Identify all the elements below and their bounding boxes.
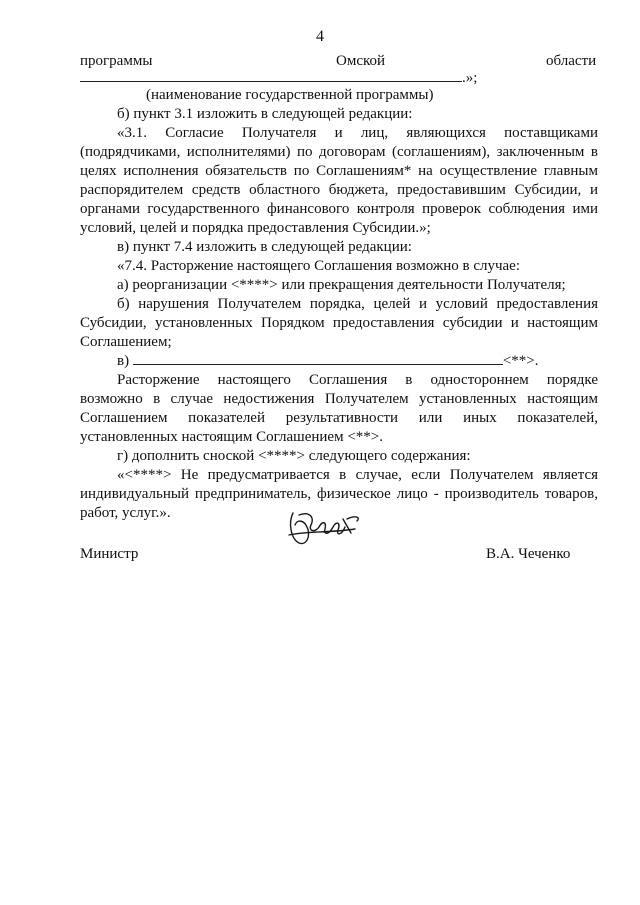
clause-7-4-line-1: «7.4. Расторжение настоящего Соглашения возможно в случае: <box>117 258 521 274</box>
clause-3-1-line-1: «3.1. Согласие Получателя и лиц, являющихся поставщиками <box>117 125 598 141</box>
program-caption: (наименование государственной программы) <box>146 87 434 103</box>
clause-7-4-item-b-line-1: б) нарушения Получателем порядка, целей и условий предоставления <box>117 296 598 312</box>
item-v-end: <**>. <box>502 353 539 369</box>
clause-7-4-item-v <box>117 352 539 370</box>
program-line-end: .»; <box>462 70 478 86</box>
termination-line-1: Расторжение настоящего Соглашения в одностороннем порядке <box>117 372 598 388</box>
signatory-name: В.А. Чеченко <box>486 546 571 562</box>
termination-line-3: Соглашением показателей результативности или иных показателей, <box>80 410 598 426</box>
footnote-line-2: индивидуальный предприниматель, физическое лицо - производитель товаров, <box>80 486 598 502</box>
termination-line-4: установленных настоящим Соглашением <**>. <box>80 429 383 445</box>
page-number: 4 <box>316 28 324 45</box>
clause-7-4-item-b-line-2: Субсидии, установленных Порядком предоставления субсидии и настоящим <box>80 315 598 331</box>
header-word-left: программы <box>80 53 153 69</box>
clause-3-1-line-2: (подрядчиками, исполнителями) по договорам (соглашениям), заключенным в <box>80 144 598 160</box>
item-v-label: в) <box>117 353 130 369</box>
item-b-intro: б) пункт 3.1 изложить в следующей редакции: <box>117 106 413 122</box>
signatory-title: Министр <box>80 546 139 562</box>
handwritten-signature-icon <box>285 505 365 551</box>
clause-3-1-line-3: целях исполнения обязательств по Соглашениям* на осуществление главным <box>80 163 598 179</box>
clause-3-1-line-6: условий, целей и порядка предоставления Субсидии.»; <box>80 220 431 236</box>
header-word-right: области <box>546 53 597 69</box>
item-v-blank <box>133 352 503 365</box>
footnote-line-1: «<****> Не предусматривается в случае, если Получателем является <box>117 467 598 483</box>
item-g-intro: г) дополнить сноской <****> следующего содержания: <box>117 448 471 464</box>
clause-3-1-line-4: распорядителем средств областного бюджета, предоставившим Субсидии, и <box>80 182 598 198</box>
footnote-line-3: работ, услуг.». <box>80 505 171 521</box>
clause-7-4-item-b-line-3: Соглашением; <box>80 334 172 350</box>
program-name-blank <box>80 69 462 82</box>
program-name-line <box>80 69 477 87</box>
clause-7-4-item-a: а) реорганизации <****> или прекращения деятельности Получателя; <box>117 277 566 293</box>
header-word-middle: Омской <box>336 53 386 69</box>
clause-3-1-line-5: органами государственного финансового контроля проверок соблюдения ими <box>80 201 598 217</box>
termination-line-2: возможно в случае недостижения Получателем установленных настоящим <box>80 391 598 407</box>
item-v-intro: в) пункт 7.4 изложить в следующей редакции: <box>117 239 412 255</box>
